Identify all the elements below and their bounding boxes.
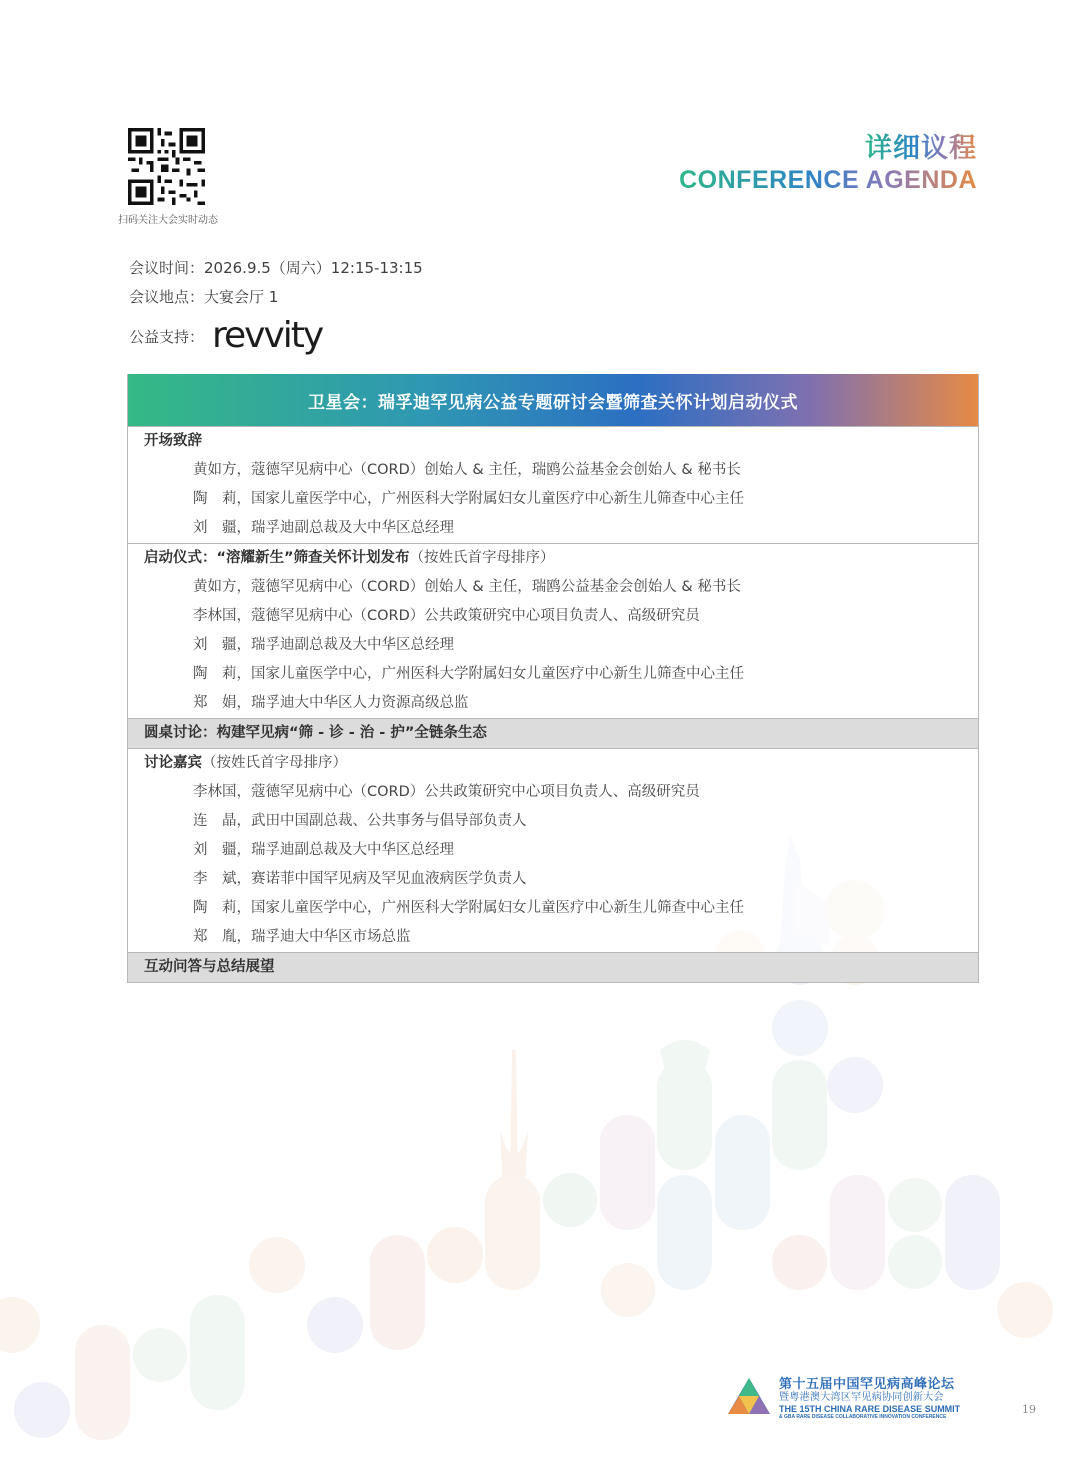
agenda-section-opening [128, 426, 978, 543]
agenda-section-launch [128, 543, 978, 718]
section-title: 互动问答与总结展望 [128, 953, 978, 982]
section-title: 讨论嘉宾（按姓氏首字母排序） [144, 755, 347, 771]
speaker-row: 黄如方，蔻德罕见病中心（CORD）创始人 & 主任，瑞鸥公益基金会创始人 & 秘书长 [193, 462, 741, 478]
speaker-row: 刘 疆，瑞孚迪副总裁及大中华区总经理 [193, 520, 454, 536]
speaker-row: 李林国，蔻德罕见病中心（CORD）公共政策研究中心项目负责人、高级研究员 [193, 784, 700, 800]
speaker-row: 李林国，蔻德罕见病中心（CORD）公共政策研究中心项目负责人、高级研究员 [193, 608, 700, 624]
page-title-en: CONFERENCE AGENDA [679, 166, 977, 194]
section-title: 开场致辞 [144, 433, 202, 449]
meeting-time: 会议时间：2026.9.5（周六）12:15-13:15 [129, 259, 423, 277]
speaker-row: 刘 疆，瑞孚迪副总裁及大中华区总经理 [193, 842, 454, 858]
sponsor-logo: revvity [212, 315, 323, 356]
meeting-venue: 会议地点：大宴会厅 1 [129, 288, 279, 306]
section-title: 启动仪式：“溶耀新生”筛查关怀计划发布（按姓氏首字母排序） [144, 550, 555, 566]
speaker-row: 连 晶，武田中国副总裁、公共事务与倡导部负责人 [193, 813, 527, 829]
qr-caption: 扫码关注大会实时动态 [118, 215, 218, 226]
summit-subtitle-cn: 暨粤港澳大湾区罕见病协同创新大会 [779, 1392, 944, 1403]
summit-name-cn: 第十五届中国罕见病高峰论坛 [779, 1377, 955, 1392]
section-note: （按姓氏首字母排序） [409, 550, 555, 566]
section-title: 圆桌讨论：构建罕见病“筛 - 诊 - 治 - 护”全链条生态 [128, 719, 978, 748]
speaker-row: 李 斌，赛诺菲中国罕见病及罕见血液病医学负责人 [193, 871, 527, 887]
agenda-section-roundtable [128, 718, 978, 748]
summit-logo-icon [726, 1376, 772, 1418]
agenda-table [127, 374, 979, 983]
speaker-row: 刘 疆，瑞孚迪副总裁及大中华区总经理 [193, 637, 454, 653]
speaker-row: 郑 娟，瑞孚迪大中华区人力资源高级总监 [193, 695, 469, 711]
summit-subtitle-en: & GBA RARE DISEASE COLLABORATIVE INNOVATION CONFERENCE [779, 1414, 947, 1420]
speaker-row: 郑 胤，瑞孚迪大中华区市场总监 [193, 929, 411, 945]
agenda-section-panelists [128, 748, 978, 952]
agenda-title: 卫星会：瑞孚迪罕见病公益专题研讨会暨筛查关怀计划启动仪式 [128, 374, 978, 426]
summit-name-en: THE 15TH CHINA RARE DISEASE SUMMIT [779, 1404, 961, 1414]
page-title-cn: 详细议程 [865, 126, 977, 165]
speaker-row: 陶 莉，国家儿童医学中心，广州医科大学附属妇女儿童医疗中心新生儿筛查中心主任 [193, 491, 744, 507]
agenda-section-qa [128, 952, 978, 982]
summit-wordmark [779, 1378, 960, 1420]
sponsor-line [129, 315, 323, 356]
speaker-row: 陶 莉，国家儿童医学中心，广州医科大学附属妇女儿童医疗中心新生儿筛查中心主任 [193, 900, 744, 916]
sponsor-label: 公益支持： [129, 327, 205, 346]
speaker-row: 黄如方，蔻德罕见病中心（CORD）创始人 & 主任，瑞鸥公益基金会创始人 & 秘书长 [193, 579, 741, 595]
page-number: 19 [1022, 1403, 1036, 1416]
section-note: （按姓氏首字母排序） [202, 755, 347, 771]
speaker-row: 陶 莉，国家儿童医学中心，广州医科大学附属妇女儿童医疗中心新生儿筛查中心主任 [193, 666, 744, 682]
qr-code [128, 128, 205, 205]
